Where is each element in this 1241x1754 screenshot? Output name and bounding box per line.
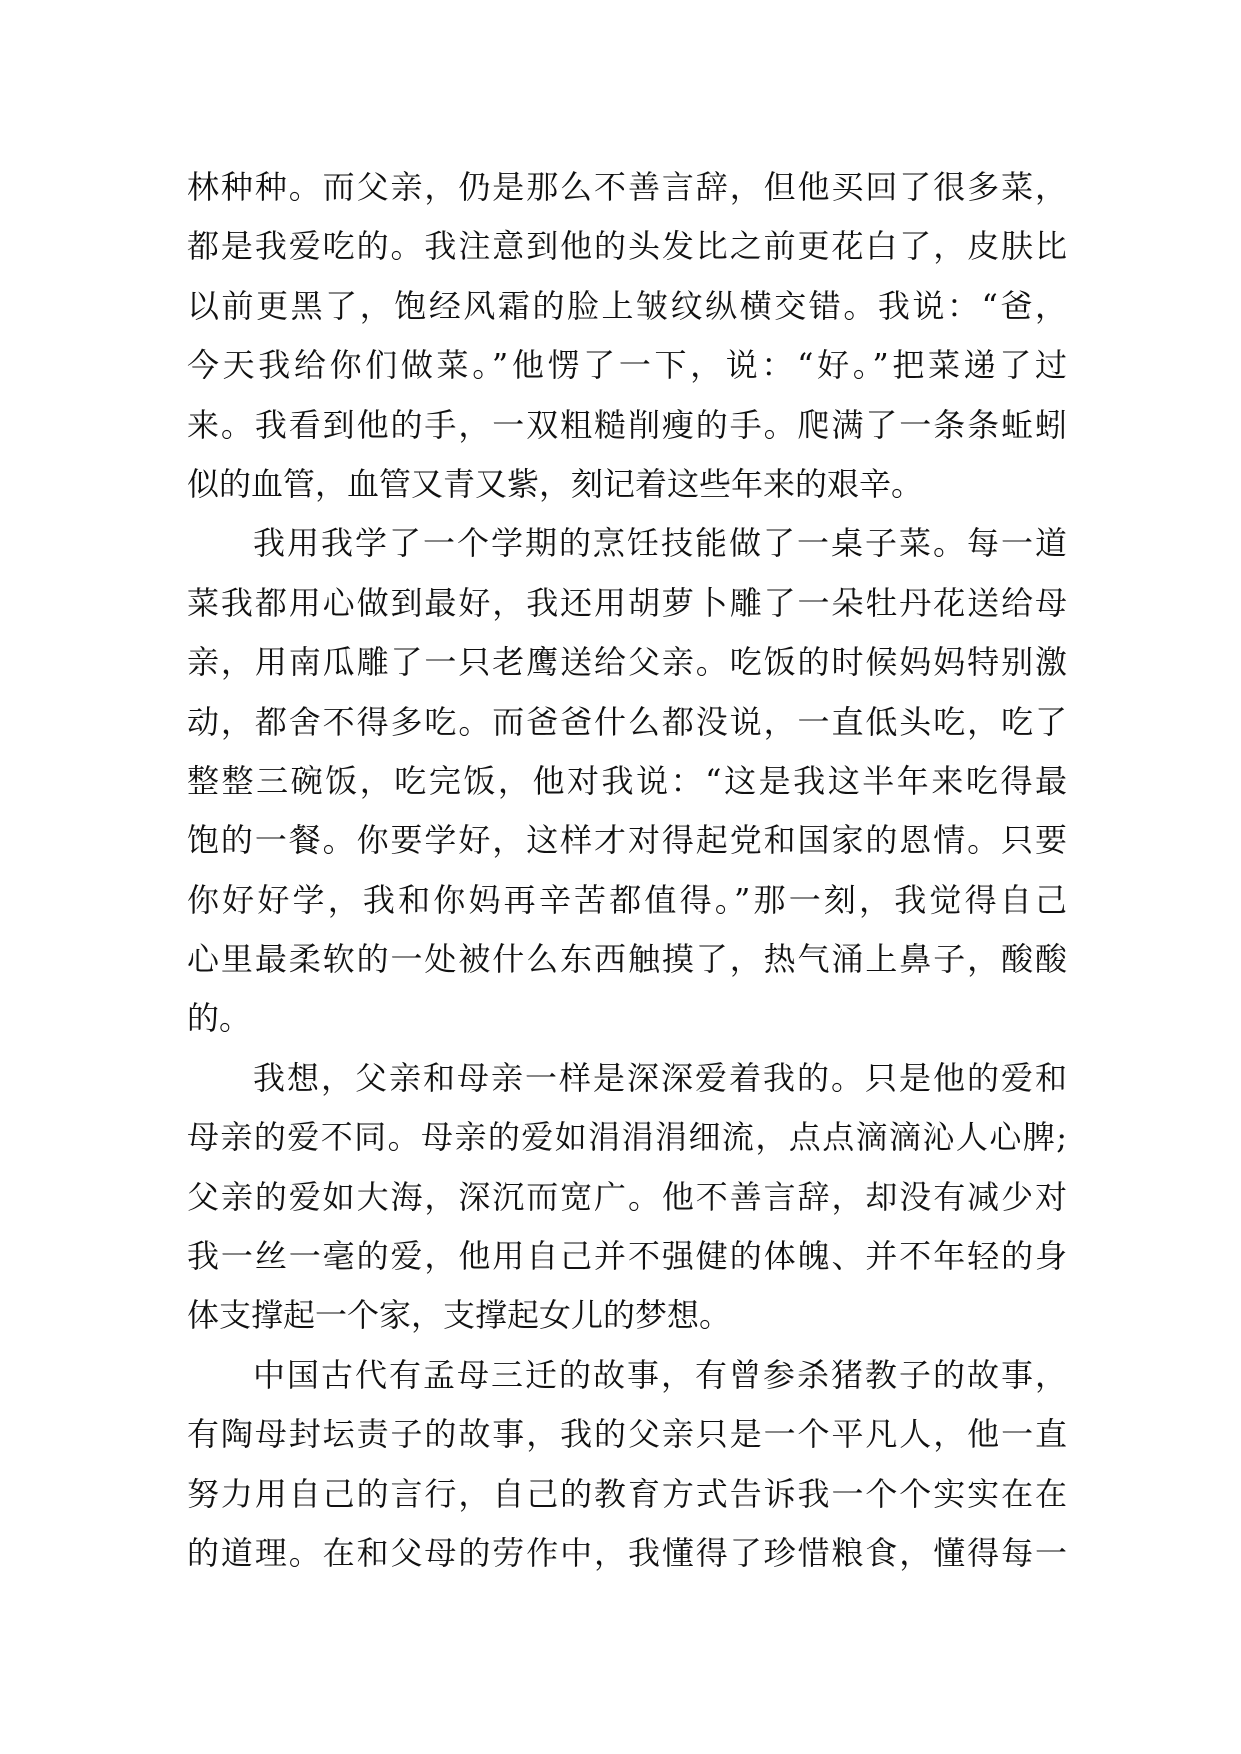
text-line: 都是我爱吃的。我注意到他的头发比之前更花白了，皮肤比 [187, 227, 1067, 266]
text-line: 来。我看到他的手，一双粗糙削瘦的手。爬满了一条条蚯蚓 [187, 405, 1067, 444]
text-line: 亲，用南瓜雕了一只老鹰送给父亲。吃饭的时候妈妈特别激 [187, 643, 1067, 682]
body-text [187, 158, 1067, 1583]
text-line: 父亲的爱如大海，深沉而宽广。他不善言辞，却没有减少对 [187, 1177, 1067, 1216]
text-line: 以前更黑了，饱经风霜的脸上皱纹纵横交错。我说：“爸， [187, 286, 1067, 325]
text-line: 母亲的爱不同。母亲的爱如涓涓涓细流，点点滴滴沁人心脾; [187, 1118, 1067, 1157]
text-line: 林种种。而父亲，仍是那么不善言辞，但他买回了很多菜， [187, 168, 1067, 206]
text-line: 你好好学，我和你妈再辛苦都值得。”那一刻，我觉得自己 [187, 880, 1067, 919]
text-line: 动，都舍不得多吃。而爸爸什么都没说，一直低头吃，吃了 [187, 702, 1067, 741]
text-line: 努力用自己的言行，自己的教育方式告诉我一个个实实在在 [187, 1474, 1067, 1513]
text-line: 似的血管，血管又青又紫，刻记着这些年来的艰辛。 [187, 464, 924, 503]
text-line: 心里最柔软的一处被什么东西触摸了，热气涌上鼻子，酸酸 [187, 940, 1067, 979]
text-line: 饱的一餐。你要学好，这样才对得起党和国家的恩情。只要 [187, 821, 1067, 860]
text-line: 我用我学了一个学期的烹饪技能做了一桌子菜。每一道 [253, 524, 1067, 563]
text-line: 我一丝一毫的爱，他用自己并不强健的体魄、并不年轻的身 [187, 1237, 1067, 1276]
text-line: 体支撑起一个家，支撑起女儿的梦想。 [187, 1296, 732, 1335]
text-line: 中国古代有孟母三迁的故事，有曾参杀猪教子的故事， [253, 1355, 1067, 1394]
text-line: 菜我都用心做到最好，我还用胡萝卜雕了一朵牡丹花送给母 [187, 583, 1067, 622]
text-line: 有陶母封坛责子的故事，我的父亲只是一个平凡人，他一直 [187, 1415, 1067, 1454]
text-line: 今天我给你们做菜。”他愣了一下，说：“好。”把菜递了过 [187, 346, 1067, 385]
text-line: 整整三碗饭，吃完饭，他对我说：“这是我这半年来吃得最 [187, 761, 1067, 800]
text-line: 我想，父亲和母亲一样是深深爱着我的。只是他的爱和 [253, 1058, 1067, 1097]
text-line: 的道理。在和父母的劳作中，我懂得了珍惜粮食，懂得每一 [187, 1533, 1067, 1572]
text-line: 的。 [187, 999, 252, 1038]
